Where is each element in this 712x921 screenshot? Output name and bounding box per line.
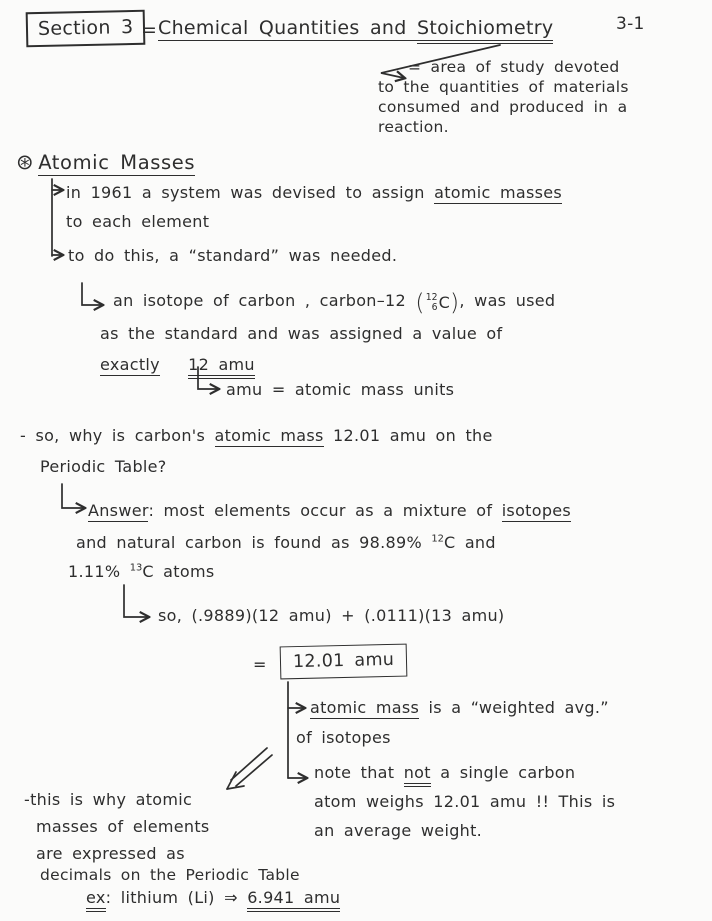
isotope-line-2: as the standard and was assigned a value of <box>100 324 503 343</box>
header-equals: = <box>141 19 158 41</box>
heading-text: Atomic Masses <box>38 151 196 174</box>
definition-line: = area of study devoted <box>408 58 620 76</box>
answer-hook-arrow <box>62 484 84 508</box>
lithium-example: ex: lithium (Li) ⇒ 6.941 amu <box>86 888 340 907</box>
calc-hook-arrow <box>124 585 148 617</box>
page-number: 3-1 <box>616 14 645 34</box>
emphasis-double-arrow <box>227 748 272 789</box>
note-line-standard: to do this, a “standard” was needed. <box>68 246 398 265</box>
result-box: 12.01 amu <box>280 644 408 680</box>
why-decimals-line-2: masses of elements <box>36 817 210 836</box>
why-decimals-line-1: -this is why atomic <box>24 790 193 809</box>
note-line-1961b: to each element <box>66 212 210 231</box>
answer-line-3: 1.11% $^{13}$C atoms <box>68 562 215 581</box>
answer-line-1: Answer: most elements occur as a mixture of isotopes <box>88 501 572 520</box>
section-number-box: Section 3 <box>26 10 146 47</box>
question-line-2: Periodic Table? <box>40 457 167 476</box>
single-atom-note-1: note that not a single carbon <box>314 763 575 782</box>
atomic-masses-heading <box>16 150 195 174</box>
atomic-masses-branch-lines <box>52 179 62 256</box>
amu-definition: amu = atomic mass units <box>226 380 455 399</box>
why-decimals-line-3: are expressed as <box>36 844 185 863</box>
weighted-avg-line-1: atomic mass is a “weighted avg.” <box>310 698 609 717</box>
calc-expression: so, (.9889)(12 amu) + (.0111)(13 amu) <box>158 606 505 625</box>
why-decimals-line-4: decimals on the Periodic Table <box>40 866 300 884</box>
isotope-hook-arrow <box>82 283 102 305</box>
definition-line: reaction. <box>378 118 449 136</box>
weighted-avg-line-2: of isotopes <box>296 728 391 747</box>
definition-line: consumed and produced in a <box>378 98 628 116</box>
result-equals: = <box>253 655 267 674</box>
definition-line: to the quantities of materials <box>378 78 629 96</box>
isotope-line-1: an isotope of carbon , carbon–12 ( 12 6 C ) , was used <box>113 289 556 316</box>
page-title: Chemical Quantities and Stoichiometry <box>158 17 553 39</box>
question-line-1: - so, why is carbon's atomic mass 12.01 amu on the <box>20 426 493 445</box>
answer-line-2: and natural carbon is found as 98.89% $^{12}$C and <box>76 533 496 552</box>
isotope-line-3: exactly 12 amu <box>100 355 255 374</box>
single-atom-note-3: an average weight. <box>314 821 483 840</box>
circled-asterisk-icon: ⊛ <box>16 150 35 174</box>
note-line-1961: in 1961 a system was devised to assign atomic masses <box>66 183 563 202</box>
stoichiometry-definition <box>378 57 629 137</box>
single-atom-note-2: atom weighs 12.01 amu !! This is <box>314 792 616 811</box>
